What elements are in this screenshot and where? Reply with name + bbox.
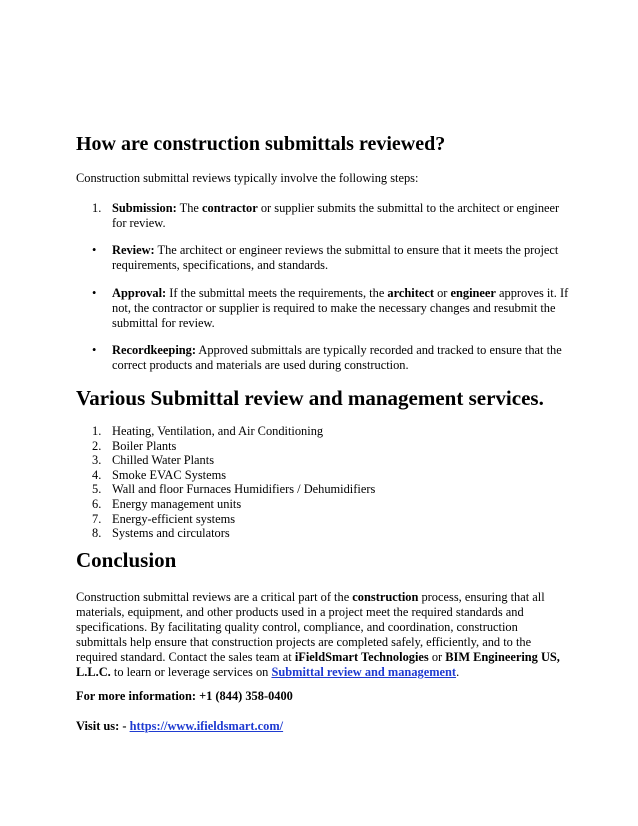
list-marker: 6. — [92, 496, 102, 511]
visit-line — [76, 719, 283, 734]
list-marker: 4. — [92, 467, 102, 482]
list-marker: 3. — [92, 453, 102, 468]
step-text: The architect or engineer reviews the submittal to ensure that it meets the project requirements, specifications, and standards. — [112, 243, 559, 272]
list-item-text: Chilled Water Plants — [112, 453, 215, 468]
list-marker: 2. — [92, 438, 102, 453]
step-text: The — [176, 201, 202, 215]
paragraph-text: . — [456, 665, 460, 679]
step-label: Review: — [112, 243, 155, 257]
list-item-text: Heating, Ventilation, and Air Conditioning — [112, 424, 324, 438]
company-name: iFieldSmart Technologies — [294, 650, 429, 664]
section-heading-conclusion: Conclusion — [76, 548, 177, 572]
paragraph-text: process, ensuring that all materials, equipment, and other products used in a project meet the required standards and specifications. By facilitating quality control, compliance, and coordination, construction submittals help ensure that construction projects are completed safely, efficiently, and to the required standard. Contact the sales team at — [76, 590, 545, 664]
bullet-marker: • — [92, 286, 97, 300]
services-list — [92, 424, 375, 541]
bullet-marker: • — [92, 243, 97, 257]
paragraph-text: to learn or leverage services on — [110, 665, 272, 679]
list-item — [92, 424, 375, 439]
paragraph-text: Construction submittal reviews are a critical part of the — [76, 590, 353, 604]
submittal-review-link[interactable]: Submittal review and management — [271, 665, 457, 679]
list-item-text: Boiler Plants — [112, 438, 177, 453]
step-review — [92, 243, 572, 273]
list-marker: 5. — [92, 482, 102, 497]
list-item — [92, 497, 375, 512]
list-item-text: Energy-efficient systems — [112, 511, 236, 526]
visit-label: Visit us: - — [76, 719, 130, 733]
step-text: or — [433, 286, 451, 300]
step-text: approves it. If not, the contractor or supplier is required to make the necessary changes and resubmit the submittal for review. — [112, 286, 569, 330]
step-label: Approval: — [112, 286, 167, 300]
bold-term: architect — [387, 286, 434, 300]
list-marker: 1. — [92, 424, 102, 438]
step-label: Recordkeeping: — [112, 343, 196, 357]
list-item — [92, 512, 375, 527]
list-item-text: Energy management units — [112, 496, 242, 511]
bold-term: construction — [352, 590, 419, 604]
section-heading-services: Various Submittal review and management services. — [76, 386, 544, 410]
list-item — [92, 468, 375, 483]
section-heading-reviewed: How are construction submittals reviewed? — [76, 133, 446, 155]
website-link[interactable]: https://www.ifieldsmart.com/ — [129, 719, 284, 733]
list-item-text: Wall and floor Furnaces Humidifiers / Dehumidifiers — [112, 482, 376, 497]
company-name: BIM Engineering US, L.L.C. — [76, 650, 560, 679]
list-item-text: Smoke EVAC Systems — [112, 467, 227, 482]
list-marker: 1. — [92, 201, 102, 215]
list-marker: 8. — [92, 526, 102, 541]
bold-term: contractor — [202, 201, 258, 215]
step-text: Approved submittals are typically recorded and tracked to ensure that the correct products and materials are used during construction. — [112, 343, 562, 372]
step-recordkeeping — [92, 343, 572, 373]
step-approval — [92, 286, 572, 331]
step-text: If the submittal meets the requirements, the — [166, 286, 388, 300]
more-info-line: For more information: +1 (844) 358-0400 — [76, 689, 293, 703]
list-item — [92, 482, 375, 497]
list-item — [92, 439, 375, 454]
list-item — [92, 453, 375, 468]
bold-term: engineer — [450, 286, 496, 300]
list-item — [92, 526, 375, 541]
step-submission — [92, 201, 572, 231]
list-item-text: Systems and circulators — [112, 526, 230, 541]
bullet-marker: • — [92, 343, 97, 357]
intro-paragraph: Construction submittal reviews typically involve the following steps: — [76, 171, 419, 185]
conclusion-paragraph — [76, 590, 568, 680]
paragraph-text: or — [428, 650, 446, 664]
list-marker: 7. — [92, 511, 102, 526]
step-label: Submission: — [112, 201, 177, 215]
step-text: or supplier submits the submittal to the architect or engineer for review. — [112, 201, 560, 230]
